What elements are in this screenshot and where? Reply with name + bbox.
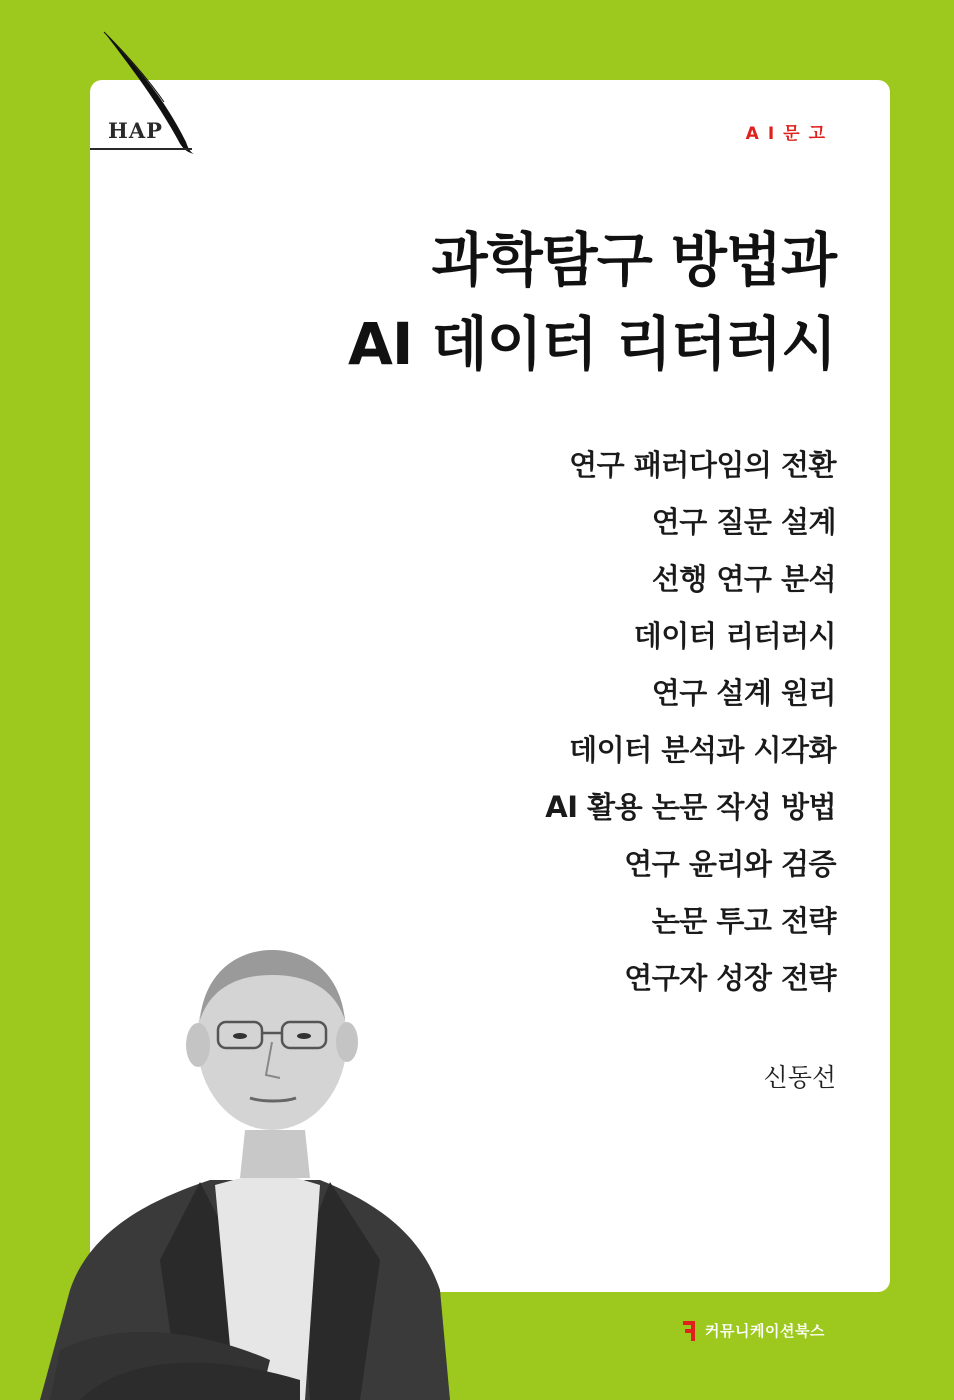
series-label: AI문고 xyxy=(745,124,834,144)
title-line-2: AI 데이터 리터러시 xyxy=(347,310,836,378)
author-photo xyxy=(0,930,470,1400)
author-name: 신동선 xyxy=(763,1063,836,1092)
topic-item: 연구자 성장 전략 xyxy=(624,961,836,995)
topic-list xyxy=(545,437,836,1007)
logo-underline xyxy=(90,148,192,150)
topic-item: 논문 투고 전략 xyxy=(651,904,836,938)
publisher xyxy=(683,1320,825,1341)
hap-logo-text: HAP xyxy=(108,118,163,143)
title-line-1: 과학탐구 방법과 xyxy=(431,226,836,294)
topic-item: 연구 설계 원리 xyxy=(651,676,836,710)
publisher-name: 커뮤니케이션북스 xyxy=(705,1322,825,1340)
topic-item: 연구 윤리와 검증 xyxy=(624,847,836,881)
book-title xyxy=(348,218,836,386)
publisher-mark-icon xyxy=(683,1321,699,1341)
topic-item: 데이터 분석과 시각화 xyxy=(569,733,836,767)
topic-item: 연구 패러다임의 전환 xyxy=(569,448,836,482)
topic-item: 데이터 리터러시 xyxy=(633,619,836,653)
topic-item: AI 활용 논문 작성 방법 xyxy=(545,790,836,824)
topic-item: 연구 질문 설계 xyxy=(651,505,836,539)
topic-item: 선행 연구 분석 xyxy=(651,562,836,596)
